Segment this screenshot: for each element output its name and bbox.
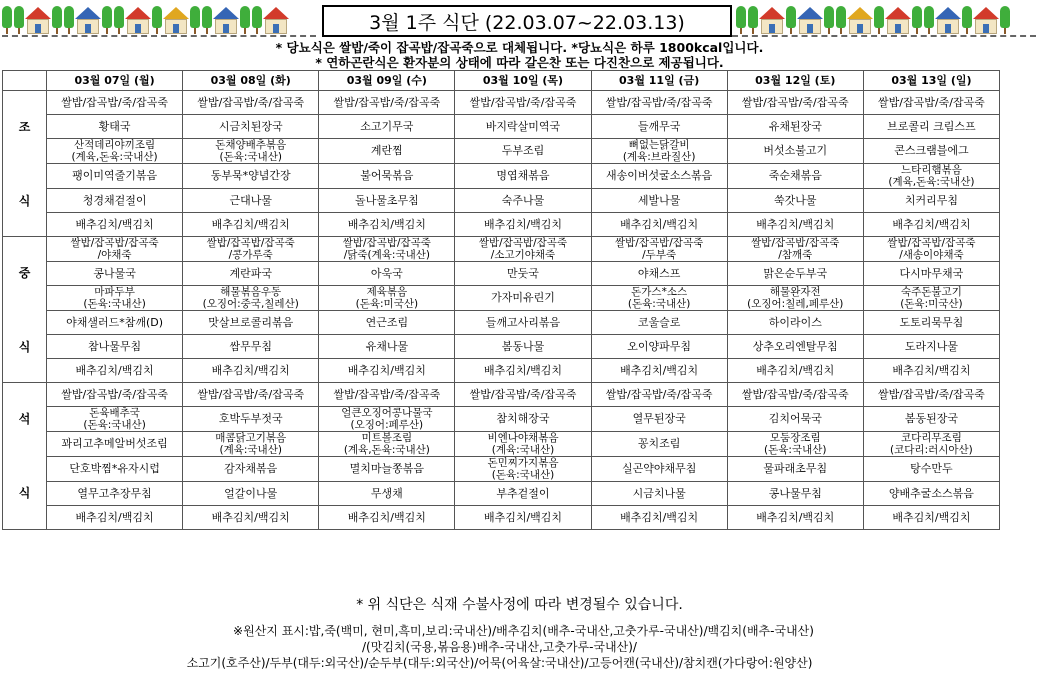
menu-item: 꽁치조림 <box>591 432 727 457</box>
tree-icon <box>190 6 200 34</box>
menu-item: 꽈리고추메알버섯조림 <box>47 432 183 457</box>
menu-item: 세발나물 <box>591 189 727 213</box>
menu-item: 실곤약야채무침 <box>591 457 727 482</box>
menu-item: 쌀밥/잡곡밥/잡곡죽 /새송이야채죽 <box>863 237 999 262</box>
menu-item: 배추김치/백김치 <box>183 359 319 383</box>
dinner-row <box>3 432 1000 457</box>
house-icon <box>798 7 822 34</box>
menu-item: 마파두부 (돈육:국내산) <box>47 286 183 311</box>
menu-item: 숙주나물 <box>455 189 591 213</box>
house-icon <box>76 7 100 34</box>
menu-item: 도토리묵무침 <box>863 311 999 335</box>
tree-icon <box>52 6 62 34</box>
menu-item: 쌀밥/잡곡밥/죽/잡곡죽 <box>319 91 455 115</box>
menu-item: 돌나물초무침 <box>319 189 455 213</box>
menu-item: 버섯소불고기 <box>727 139 863 164</box>
menu-item: 양배추굴소스볶음 <box>863 482 999 506</box>
menu-item: 코울슬로 <box>591 311 727 335</box>
tree-icon <box>114 6 124 34</box>
menu-item: 쌀밥/잡곡밥/죽/잡곡죽 <box>591 91 727 115</box>
menu-item: 얼갈이나물 <box>183 482 319 506</box>
menu-item: 쌀밥/잡곡밥/죽/잡곡죽 <box>455 383 591 407</box>
meal-label-bottom: 식 <box>18 193 31 208</box>
lunch-row <box>3 262 1000 286</box>
menu-item: 연근조림 <box>319 311 455 335</box>
origin-note-line3: 소고기(호주산)/두부(대두:외국산)/순두부(대두:외국산)/어묵(어육살:국내산)/고등어캔(국내산)/참치캔(가다랑어:원양산) <box>186 656 813 670</box>
tree-icon <box>824 6 834 34</box>
menu-item: 유채된장국 <box>727 115 863 139</box>
menu-item: 쌀밥/잡곡밥/죽/잡곡죽 <box>183 91 319 115</box>
menu-item: 산적데리야끼조림 (계육,돈육:국내산) <box>47 139 183 164</box>
menu-item: 쌀밥/잡곡밥/죽/잡곡죽 <box>183 383 319 407</box>
day-header: 03월 12일 (토) <box>727 71 863 91</box>
dinner-row <box>3 383 1000 407</box>
menu-item: 쌀밥/잡곡밥/잡곡죽 /야채죽 <box>47 237 183 262</box>
meal-label-bottom: 식 <box>18 486 31 500</box>
menu-item: 유채나물 <box>319 335 455 359</box>
house-icon <box>214 7 238 34</box>
header-decoration <box>0 0 1039 40</box>
tree-icon <box>786 6 796 34</box>
day-header: 03월 11일 (금) <box>591 71 727 91</box>
menu-item: 쌀밥/잡곡밥/잡곡죽 /두부죽 <box>591 237 727 262</box>
menu-item: 쌀밥/잡곡밥/죽/잡곡죽 <box>455 91 591 115</box>
house-icon <box>848 7 872 34</box>
menu-item: 맑은순두부국 <box>727 262 863 286</box>
dinner-label <box>3 383 47 530</box>
menu-item: 배추김치/백김치 <box>47 359 183 383</box>
menu-item: 오이양파무침 <box>591 335 727 359</box>
menu-item: 김치어묵국 <box>727 407 863 432</box>
menu-item: 부추겉절이 <box>455 482 591 506</box>
day-header: 03월 13일 (일) <box>863 71 999 91</box>
menu-item: 팽이미역줄기볶음 <box>47 164 183 189</box>
tree-icon <box>64 6 74 34</box>
menu-item: 근대나물 <box>183 189 319 213</box>
menu-item: 비엔나야채볶음 (계육:국내산) <box>455 432 591 457</box>
menu-item: 호박두부젓국 <box>183 407 319 432</box>
header-divider-left <box>2 35 316 37</box>
meal-label-bottom: 식 <box>18 339 31 354</box>
menu-item: 쌀밥/잡곡밥/죽/잡곡죽 <box>863 383 999 407</box>
menu-item: 돈채양배추볶음 (돈육:국내산) <box>183 139 319 164</box>
menu-item: 배추김치/백김치 <box>863 213 999 237</box>
menu-item: 콘스크램블에그 <box>863 139 999 164</box>
lunch-row <box>3 286 1000 311</box>
menu-item: 배추김치/백김치 <box>183 506 319 530</box>
menu-item: 배추김치/백김치 <box>319 506 455 530</box>
menu-item: 열무된장국 <box>591 407 727 432</box>
menu-body <box>3 91 1000 530</box>
tree-icon <box>874 6 884 34</box>
house-icon <box>886 7 910 34</box>
menu-item: 제육볶음 (돈육:미국산) <box>319 286 455 311</box>
menu-item: 느타리햄볶음 (계육,돈육:국내산) <box>863 164 999 189</box>
menu-item: 죽순채볶음 <box>727 164 863 189</box>
menu-item: 도라지나물 <box>863 335 999 359</box>
breakfast-row <box>3 139 1000 164</box>
menu-item: 쌀밥/잡곡밥/죽/잡곡죽 <box>319 383 455 407</box>
diabetic-notice: * 당뇨식은 쌀밥/죽이 잡곡밥/잡곡죽으로 대체됩니다. *당뇨식은 하루 1800kcal입니다. <box>275 40 764 55</box>
menu-item: 가자미유린기 <box>455 286 591 311</box>
menu-item: 배추김치/백김치 <box>455 506 591 530</box>
menu-item: 배추김치/백김치 <box>47 213 183 237</box>
village-illustration-right <box>736 2 1036 34</box>
menu-item: 탕수만두 <box>863 457 999 482</box>
village-illustration-left <box>2 2 314 34</box>
tree-icon <box>202 6 212 34</box>
menu-item: 들깨고사리볶음 <box>455 311 591 335</box>
menu-item: 물파래초무침 <box>727 457 863 482</box>
dinner-row <box>3 407 1000 432</box>
menu-item: 새송이버섯굴소스볶음 <box>591 164 727 189</box>
menu-item: 치커리무침 <box>863 189 999 213</box>
menu-item: 불어묵볶음 <box>319 164 455 189</box>
menu-item: 야채스프 <box>591 262 727 286</box>
menu-item: 쌀밥/잡곡밥/죽/잡곡죽 <box>591 383 727 407</box>
menu-item: 배추김치/백김치 <box>455 359 591 383</box>
tree-icon <box>102 6 112 34</box>
tree-icon <box>736 6 746 34</box>
lunch-row <box>3 359 1000 383</box>
menu-item: 배추김치/백김치 <box>727 506 863 530</box>
menu-item: 매콤닭고기볶음 (계육:국내산) <box>183 432 319 457</box>
menu-item: 배추김치/백김치 <box>591 506 727 530</box>
menu-item: 두부조림 <box>455 139 591 164</box>
menu-item: 숙주돈불고기 (돈육:미국산) <box>863 286 999 311</box>
menu-item: 참치해장국 <box>455 407 591 432</box>
house-icon <box>26 7 50 34</box>
menu-item: 모둠장조림 (돈육:국내산) <box>727 432 863 457</box>
meal-label-top: 석 <box>18 412 31 426</box>
menu-item: 쑥갓나물 <box>727 189 863 213</box>
breakfast-row <box>3 189 1000 213</box>
menu-item: 봄동나물 <box>455 335 591 359</box>
day-header: 03월 10일 (목) <box>455 71 591 91</box>
menu-item: 배추김치/백김치 <box>183 213 319 237</box>
dinner-row <box>3 506 1000 530</box>
corner-cell <box>3 71 47 91</box>
menu-item: 청경채겉절이 <box>47 189 183 213</box>
menu-item: 해물완자전 (오징어:칠레,페루산) <box>727 286 863 311</box>
menu-item: 야채샐러드*참깨(D) <box>47 311 183 335</box>
menu-item: 쌀밥/잡곡밥/죽/잡곡죽 <box>47 383 183 407</box>
breakfast-row <box>3 164 1000 189</box>
meal-label-top: 중 <box>18 265 31 280</box>
menu-item: 배추김치/백김치 <box>591 213 727 237</box>
menu-item: 얼큰오징어콩나물국 (오징어:페루산) <box>319 407 455 432</box>
origin-note-line1: ※원산지 표시:밥,죽(백미, 현미,흑미,보리:국내산)/배추김치(배추-국내산,고춧가루-국내산)/백김치(배추-국내산) <box>233 624 814 638</box>
menu-item: 하이라이스 <box>727 311 863 335</box>
menu-item: 쌈무무침 <box>183 335 319 359</box>
menu-item: 배추김치/백김치 <box>863 506 999 530</box>
dinner-row <box>3 457 1000 482</box>
dinner-row <box>3 482 1000 506</box>
day-header: 03월 08일 (화) <box>183 71 319 91</box>
menu-item: 쌀밥/잡곡밥/잡곡죽 /참깨죽 <box>727 237 863 262</box>
menu-item: 소고기무국 <box>319 115 455 139</box>
menu-item: 계란파국 <box>183 262 319 286</box>
menu-item: 코다리무조림 (코다리:러시아산) <box>863 432 999 457</box>
lunch-label <box>3 237 47 383</box>
menu-item: 돈민찌가지볶음 (돈육:국내산) <box>455 457 591 482</box>
menu-item: 배추김치/백김치 <box>319 359 455 383</box>
breakfast-label <box>3 91 47 237</box>
menu-item: 돈가스*소스 (돈육:국내산) <box>591 286 727 311</box>
tree-icon <box>152 6 162 34</box>
menu-item: 열무고추장무침 <box>47 482 183 506</box>
tree-icon <box>2 6 12 34</box>
tree-icon <box>1000 6 1010 34</box>
menu-item: 배추김치/백김치 <box>455 213 591 237</box>
lunch-row <box>3 311 1000 335</box>
menu-item: 배추김치/백김치 <box>591 359 727 383</box>
menu-item: 동부묵*양념간장 <box>183 164 319 189</box>
day-header: 03월 07일 (월) <box>47 71 183 91</box>
tree-icon <box>748 6 758 34</box>
menu-item: 시금치된장국 <box>183 115 319 139</box>
menu-item: 계란찜 <box>319 139 455 164</box>
tree-icon <box>252 6 262 34</box>
menu-item: 배추김치/백김치 <box>863 359 999 383</box>
day-header-row <box>3 71 1000 91</box>
menu-item: 바지락살미역국 <box>455 115 591 139</box>
meal-label-top: 조 <box>18 119 31 134</box>
menu-item: 감자채볶음 <box>183 457 319 482</box>
house-icon <box>974 7 998 34</box>
menu-item: 쌀밥/잡곡밥/잡곡죽 /닭죽(계육:국내산) <box>319 237 455 262</box>
dysphagia-notice: * 연하곤란식은 환자분의 상태에 따라 갈은찬 또는 다진찬으로 제공됩니다. <box>315 55 724 70</box>
house-icon <box>760 7 784 34</box>
day-header: 03월 09일 (수) <box>319 71 455 91</box>
tree-icon <box>912 6 922 34</box>
menu-item: 쌀밥/잡곡밥/죽/잡곡죽 <box>727 383 863 407</box>
lunch-row <box>3 237 1000 262</box>
origin-note-line2: /(맛김치(국용,볶음용)배추-국내산,고춧가루-국내산)/ <box>362 640 637 654</box>
menu-item: 아욱국 <box>319 262 455 286</box>
menu-item: 쌀밥/잡곡밥/죽/잡곡죽 <box>863 91 999 115</box>
tree-icon <box>240 6 250 34</box>
menu-item: 참나물무침 <box>47 335 183 359</box>
house-icon <box>264 7 288 34</box>
change-notice: * 위 식단은 식재 수불사정에 따라 변경될수 있습니다. <box>356 597 683 613</box>
menu-item: 돈육배추국 (돈육:국내산) <box>47 407 183 432</box>
menu-item: 들깨무국 <box>591 115 727 139</box>
menu-item: 배추김치/백김치 <box>47 506 183 530</box>
menu-item: 다시마무채국 <box>863 262 999 286</box>
lunch-row <box>3 335 1000 359</box>
menu-item: 시금치나물 <box>591 482 727 506</box>
menu-item: 배추김치/백김치 <box>319 213 455 237</box>
tree-icon <box>924 6 934 34</box>
menu-item: 쌀밥/잡곡밥/죽/잡곡죽 <box>47 91 183 115</box>
menu-item: 상추오리엔탈무침 <box>727 335 863 359</box>
menu-item: 황태국 <box>47 115 183 139</box>
tree-icon <box>836 6 846 34</box>
weekly-menu-table <box>2 70 1000 530</box>
menu-item: 봄동된장국 <box>863 407 999 432</box>
breakfast-row <box>3 115 1000 139</box>
menu-item: 뼈없는닭갈비 (계육:브라질산) <box>591 139 727 164</box>
menu-item: 콩나물국 <box>47 262 183 286</box>
menu-item: 명엽채볶음 <box>455 164 591 189</box>
menu-item: 미트볼조림 (계육,돈육:국내산) <box>319 432 455 457</box>
menu-item: 멸치마늘쫑볶음 <box>319 457 455 482</box>
breakfast-row <box>3 213 1000 237</box>
menu-item: 무생채 <box>319 482 455 506</box>
tree-icon <box>962 6 972 34</box>
menu-item: 배추김치/백김치 <box>727 213 863 237</box>
menu-item: 만둣국 <box>455 262 591 286</box>
breakfast-row <box>3 91 1000 115</box>
menu-item: 단호박찜*유자시럽 <box>47 457 183 482</box>
header-divider-right <box>732 35 1036 37</box>
menu-title: 3월 1주 식단 (22.03.07~22.03.13) <box>322 5 732 37</box>
house-icon <box>164 7 188 34</box>
menu-item: 쌀밥/잡곡밥/잡곡죽 /소고기야채죽 <box>455 237 591 262</box>
menu-item: 쌀밥/잡곡밥/잡곡죽 /콩가루죽 <box>183 237 319 262</box>
menu-item: 브로콜리 크림스프 <box>863 115 999 139</box>
menu-item: 쌀밥/잡곡밥/죽/잡곡죽 <box>727 91 863 115</box>
menu-item: 콩나물무침 <box>727 482 863 506</box>
house-icon <box>126 7 150 34</box>
tree-icon <box>14 6 24 34</box>
menu-item: 해물볶음우동 (오징어:중국,칠레산) <box>183 286 319 311</box>
menu-item: 맛살브로콜리볶음 <box>183 311 319 335</box>
menu-item: 배추김치/백김치 <box>727 359 863 383</box>
house-icon <box>936 7 960 34</box>
